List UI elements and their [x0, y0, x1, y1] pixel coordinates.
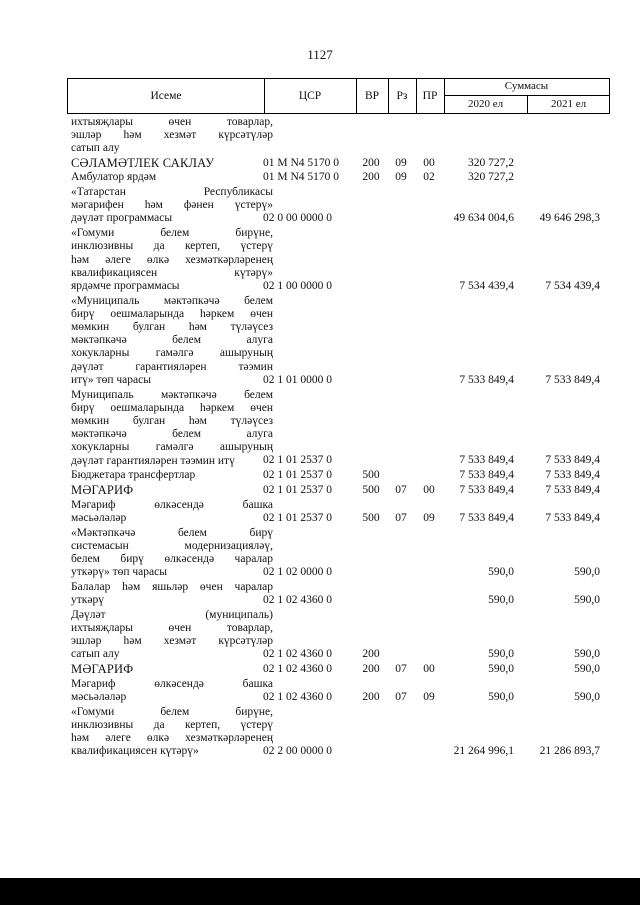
row-rz: 07: [395, 662, 407, 675]
row-csr: 02 1 01 2537 0: [263, 483, 332, 496]
header-sums: Суммасы: [504, 80, 549, 92]
table-row: [67, 525, 610, 579]
table-row: [67, 387, 610, 468]
row-name: [71, 484, 273, 497]
scan-edge: [0, 878, 640, 905]
row-vr: 200: [362, 648, 380, 661]
row-name-line: дәүләт гарантияләрен тәэмин итү: [71, 454, 235, 467]
row-name-line: мәсьәләләр: [71, 511, 127, 524]
row-csr: 02 1 02 4360 0: [263, 593, 332, 606]
row-sum-2021: 49 646 298,3: [539, 212, 600, 225]
row-name-line: «Татарстан Республикасы: [71, 186, 273, 199]
table-row: [67, 579, 610, 607]
row-name-line: бирү оешмаларында һәркем өчен: [71, 401, 273, 414]
row-sum-2021: 590,0: [574, 662, 600, 675]
row-name-line: Мәгариф өлкәсендә башка: [71, 677, 273, 690]
header-pr: ПР: [416, 79, 445, 113]
row-name-line: һәм әлеге өлкә хезмәткәрләренең: [71, 253, 273, 266]
table-row: [67, 676, 610, 704]
row-vr: 200: [362, 156, 380, 169]
header-csr: ЦСР: [264, 79, 357, 113]
row-name-line: Дәүләт (муниципаль): [71, 608, 273, 621]
row-vr: 500: [362, 483, 380, 496]
row-name: [71, 157, 273, 170]
row-name-line: квалификациясен күтәрү»: [71, 266, 273, 279]
row-name-line: мәктәпкәчә белем алуга: [71, 334, 273, 347]
row-sum-2021: 590,0: [574, 648, 600, 661]
row-name: [71, 171, 273, 184]
row-name-line: эшләр һәм хезмәт күрсәтүләр: [71, 635, 273, 648]
row-sum-2020: 590,0: [488, 593, 514, 606]
row-name-line: мәктәпкәчә белем алуга: [71, 428, 273, 441]
row-csr: 02 1 01 2537 0: [263, 454, 332, 467]
row-name: [71, 499, 273, 525]
row-rz: 09: [395, 171, 407, 184]
row-name-line: МӘГАРИФ: [71, 483, 134, 497]
row-name-line: дәүләт гарантияләрен тәэмин: [71, 360, 273, 373]
row-name-line: системасын модернизацияләү,: [71, 539, 273, 552]
row-pr: 09: [423, 690, 435, 703]
row-csr: 02 1 02 4360 0: [263, 648, 332, 661]
row-sum-2021: 590,0: [574, 566, 600, 579]
row-name-line: дәүләт программасы: [71, 212, 173, 225]
row-name-line: итү» төп чарасы: [71, 373, 151, 386]
row-csr: 02 1 01 0000 0: [263, 373, 332, 386]
row-name: [71, 469, 273, 482]
row-sum-2020: 21 264 996,1: [453, 745, 514, 758]
row-pr: 00: [423, 483, 435, 496]
row-name-line: уткәрү: [71, 594, 104, 606]
row-sum-2020: 320 727,2: [468, 156, 514, 169]
row-sum-2020: 590,0: [488, 648, 514, 661]
row-sum-2020: 7 533 849,4: [459, 483, 514, 496]
page-number: 1127: [307, 47, 333, 62]
row-name: [71, 186, 273, 226]
row-sum-2021: 7 533 849,4: [545, 511, 600, 524]
row-csr: 02 1 00 0000 0: [263, 279, 332, 292]
row-name-line: мәгарифен һәм фәнен үстерү»: [71, 199, 273, 212]
row-name-line: сатып алу: [71, 141, 120, 154]
row-name-line: ихтыяҗлары өчен товарлар,: [71, 115, 273, 128]
row-name-line: Муниципаль мәктәпкәчә белем: [71, 388, 273, 401]
row-name-line: инклюзивны да кертеп, үстерү: [71, 240, 273, 253]
row-name-line: хокукларны гамәлгә ашыруның: [71, 347, 273, 360]
table-row: [67, 704, 610, 758]
row-csr: 02 1 02 0000 0: [263, 566, 332, 579]
row-name-line: ярдәмче программасы: [71, 279, 180, 292]
row-name-line: «Гомуми белем бирүне,: [71, 705, 273, 718]
row-name-line: квалификациясен күтәрү»: [71, 745, 199, 758]
row-name-line: «Муниципаль мәктәпкәчә белем: [71, 294, 273, 307]
row-sum-2020: 590,0: [488, 690, 514, 703]
row-sum-2020: 7 533 849,4: [459, 454, 514, 467]
table-row: [67, 185, 610, 226]
row-csr: 02 1 01 2537 0: [263, 511, 332, 524]
row-pr: 02: [423, 171, 435, 184]
row-rz: 07: [395, 483, 407, 496]
row-name-line: хокукларны гамәлгә ашыруның: [71, 441, 273, 454]
row-vr: 200: [362, 690, 380, 703]
row-pr: 00: [423, 156, 435, 169]
row-name-line: мәсьәләләр: [71, 690, 127, 703]
header-year-2020: 2020 ел: [467, 98, 504, 110]
table-row: [67, 155, 610, 170]
row-csr: 01 М N4 5170 0: [263, 171, 340, 184]
header-name: Исеме: [68, 79, 265, 113]
header-rz: Рз: [388, 79, 417, 113]
row-name-line: «Гомуми белем бирүне,: [71, 227, 273, 240]
row-name-line: МӘГАРИФ: [71, 663, 134, 676]
row-csr: 01 М N4 5170 0: [263, 156, 340, 169]
row-name-line: сатып алу: [71, 648, 120, 661]
row-rz: 07: [395, 690, 407, 703]
row-sum-2021: 590,0: [574, 690, 600, 703]
row-sum-2020: 7 533 849,4: [459, 469, 514, 482]
row-sum-2021: 7 534 439,4: [545, 279, 600, 292]
row-name: [71, 609, 273, 662]
row-name-line: мөмкин булган һәм түләүсез: [71, 321, 273, 334]
header-year-2021: 2021 ел: [550, 98, 587, 110]
row-name-line: мөмкин булган һәм түләүсез: [71, 414, 273, 427]
row-csr: 02 1 01 2537 0: [263, 469, 332, 482]
table-row: [67, 114, 610, 155]
row-name: [71, 678, 273, 704]
header-vr: ВР: [356, 79, 389, 113]
row-name-line: уткәрү» төп чарасы: [71, 566, 167, 579]
row-vr: 200: [362, 662, 380, 675]
row-sum-2020: 320 727,2: [468, 171, 514, 184]
table-row: [67, 482, 610, 497]
row-name-line: Балалар һәм яшьләр өчен чаралар: [71, 580, 273, 593]
row-sum-2021: 21 286 893,7: [539, 745, 600, 758]
table-row: [67, 497, 610, 525]
row-vr: 500: [362, 511, 380, 524]
row-rz: 07: [395, 511, 407, 524]
row-pr: 00: [423, 662, 435, 675]
row-name-line: «Мәктәпкәчә белем бирү: [71, 526, 273, 539]
row-name-line: эшләр һәм хезмәт күрсәтүләр: [71, 128, 273, 141]
row-vr: 200: [362, 171, 380, 184]
table-row: [67, 468, 610, 483]
row-name-line: инклюзивны да кертеп, үстерү: [71, 718, 273, 731]
row-name-line: Мәгариф өлкәсендә башка: [71, 498, 273, 511]
row-name: [71, 527, 273, 580]
row-sum-2020: 49 634 004,6: [453, 212, 514, 225]
row-sum-2021: 7 533 849,4: [545, 483, 600, 496]
row-sum-2020: 7 533 849,4: [459, 373, 514, 386]
row-rz: 09: [395, 156, 407, 169]
row-sum-2020: 590,0: [488, 662, 514, 675]
row-sum-2020: 590,0: [488, 566, 514, 579]
table-row: [67, 662, 610, 677]
row-sum-2020: 7 534 439,4: [459, 279, 514, 292]
row-name: [71, 706, 273, 759]
row-sum-2020: 7 533 849,4: [459, 511, 514, 524]
row-csr: 02 0 00 0000 0: [263, 212, 332, 225]
row-name: [71, 116, 273, 156]
table-row: [67, 226, 610, 294]
row-pr: 09: [423, 511, 435, 524]
row-sum-2021: 7 533 849,4: [545, 469, 600, 482]
row-vr: 500: [362, 469, 380, 482]
row-sum-2021: 590,0: [574, 593, 600, 606]
row-csr: 02 2 00 0000 0: [263, 745, 332, 758]
row-name-line: Амбулатор ярдәм: [71, 171, 157, 184]
row-name: [71, 389, 273, 468]
row-sum-2021: 7 533 849,4: [545, 373, 600, 386]
row-name: [71, 227, 273, 293]
row-name-line: СӘЛАМӘТЛЕК САКЛАУ: [71, 156, 215, 170]
table-row: [67, 293, 610, 387]
row-name: [71, 295, 273, 387]
row-name: [71, 581, 273, 607]
table-row: [67, 170, 610, 185]
row-name-line: ихтыяҗлары өчен товарлар,: [71, 621, 273, 634]
row-csr: 02 1 02 4360 0: [263, 662, 332, 675]
row-name-line: бирү оешмаларында һәркем өчен: [71, 307, 273, 320]
row-name: [71, 663, 273, 676]
table-row: [67, 607, 610, 661]
row-csr: 02 1 02 4360 0: [263, 690, 332, 703]
row-sum-2021: 7 533 849,4: [545, 454, 600, 467]
row-name-line: Бюджетара трансфертлар: [71, 469, 196, 482]
row-name-line: һәм әлеге өлкә хезмәткәрләренең: [71, 732, 273, 745]
row-name-line: белем бирү өлкәсендә чаралар: [71, 552, 273, 565]
table-header: [67, 78, 610, 114]
